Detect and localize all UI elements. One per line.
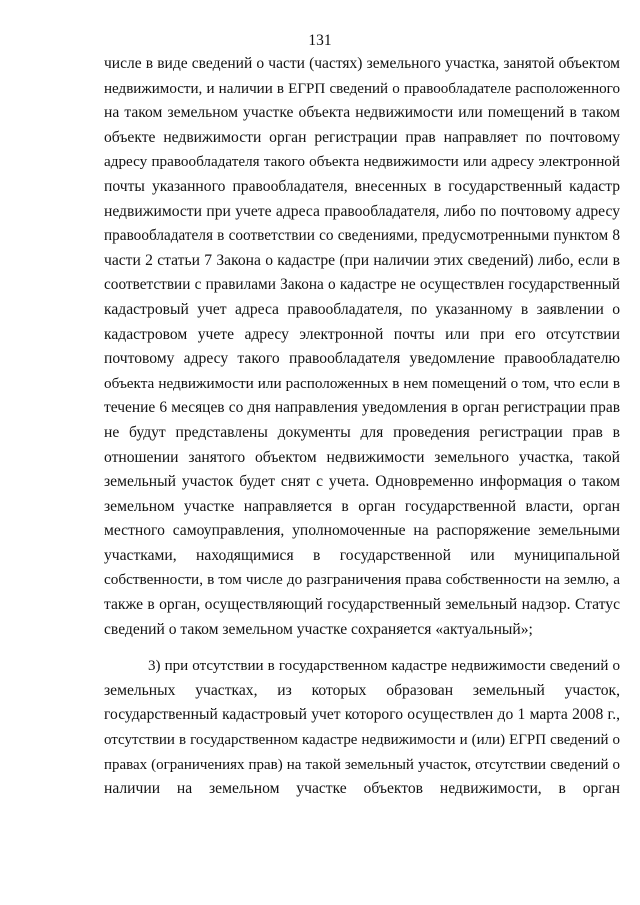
text-line: почтовому адресу такого правообладателя уведомление правообладателю xyxy=(104,350,620,368)
text-line: сведений о таком земельном участке сохраняется «актуальный»; xyxy=(104,620,533,638)
text-line: земельный участок будет снят с учета. Одновременно информация о таком xyxy=(104,473,620,491)
text-line: числе в виде сведений о части (частях) земельного участка, занятой объектом xyxy=(104,55,620,72)
text-line: отсутствии в государственном кадастре недвижимости и (или) ЕГРП сведений о xyxy=(104,732,620,749)
text-line: кадастровом учете адресу электронной почты или при его отсутствии xyxy=(104,325,620,343)
text-line: адресу правообладателя такого объекта недвижимости или адресу электронной xyxy=(104,153,620,171)
text-line: отношении занятого объектом недвижимости земельного участка, такой xyxy=(104,448,620,466)
text-line: земельных участках, из которых образован земельный участок, xyxy=(104,681,620,699)
text-line: не будут представлены документы для проведения регистрации прав в xyxy=(104,423,620,441)
text-line: течение 6 месяцев со дня направления уведомления в орган регистрации прав xyxy=(104,399,620,417)
text-line: недвижимости, и наличии в ЕГРП сведений о правообладателе расположенного xyxy=(104,80,620,97)
text-line: объекте недвижимости орган регистрации прав направляет по почтовому xyxy=(104,128,620,146)
document-body xyxy=(104,52,620,802)
paragraph-2 xyxy=(104,654,620,802)
text-line: недвижимости при учете адреса правообладателя, либо по почтовому адресу xyxy=(104,202,620,220)
text-line: на таком земельном участке объекта недвижимости или помещений в таком xyxy=(104,104,620,122)
text-line: части 2 статьи 7 Закона о кадастре (при наличии этих сведений) либо, если в xyxy=(104,251,620,269)
paragraph-1 xyxy=(104,52,620,642)
text-line: объекта недвижимости или расположенных в нем помещений о том, что если в xyxy=(104,374,620,392)
text-line: местного самоуправления, уполномоченные на распоряжение земельными xyxy=(104,522,620,540)
text-line: почты указанного правообладателя, внесенных в государственный кадастр xyxy=(104,177,620,195)
text-line: правах (ограничениях прав) на такой земельный участок, отсутствии сведений о xyxy=(104,756,620,773)
text-line: соответствии с правилами Закона о кадастре не осуществлен государственный xyxy=(104,276,620,294)
text-line: 3) при отсутствии в государственном кадастре недвижимости сведений о xyxy=(148,658,620,675)
text-line: кадастровый учет адреса правообладателя, по указанному в заявлении о xyxy=(104,300,620,318)
text-line: правообладателя в соответствии со сведениями, предусмотренными пунктом 8 xyxy=(104,227,620,245)
page-number: 131 xyxy=(308,32,332,49)
text-line: государственный кадастровый учет которого осуществлен до 1 марта 2008 г., xyxy=(104,706,620,724)
text-line: наличии на земельном участке объектов недвижимости, в орган xyxy=(104,780,620,798)
text-line: земельном участке направляется в орган государственной власти, орган xyxy=(104,497,620,515)
text-line: также в орган, осуществляющий государственный земельный надзор. Статус xyxy=(104,596,620,614)
text-line: собственности, в том числе до разграничения права собственности на землю, а xyxy=(104,571,620,589)
paragraph-spacer xyxy=(104,642,620,654)
text-line: участками, находящимися в государственной или муниципальной xyxy=(104,546,620,564)
